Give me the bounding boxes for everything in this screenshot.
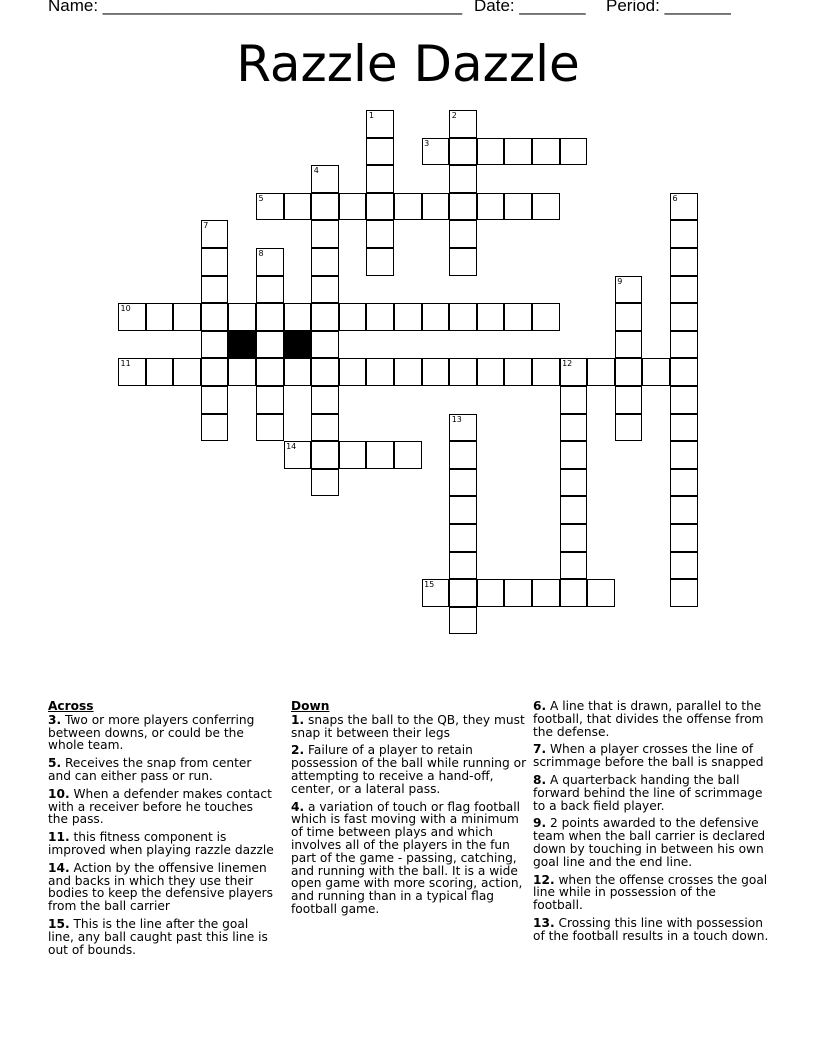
grid-cell[interactable] — [670, 579, 698, 607]
grid-cell[interactable] — [615, 358, 643, 386]
across-heading: Across — [48, 699, 94, 713]
down-heading: Down — [291, 699, 330, 713]
cell-number: 8 — [258, 249, 264, 258]
grid-cell[interactable] — [615, 276, 643, 304]
clues-column-across — [48, 700, 276, 961]
clue-item — [48, 862, 276, 913]
clue-text: Failure of a player to retain possession of the ball while running or attempting to receive a hand-off, center, or a lateral pass. — [291, 743, 527, 796]
grid-cell[interactable] — [311, 358, 339, 386]
clue-number: 9. — [533, 816, 547, 831]
grid-cell[interactable] — [366, 220, 394, 248]
grid-cell[interactable] — [256, 193, 284, 221]
grid-cell[interactable] — [449, 524, 477, 552]
grid-cell[interactable] — [449, 165, 477, 193]
grid-cell[interactable] — [201, 276, 229, 304]
cell-number: 9 — [617, 276, 623, 286]
grid-cell[interactable] — [366, 110, 394, 138]
grid-cell[interactable] — [201, 331, 229, 359]
clue-number: 6. — [533, 699, 547, 713]
grid-cell[interactable] — [394, 358, 422, 386]
cell-number: 12 — [562, 359, 573, 369]
grid-cell[interactable] — [449, 220, 477, 248]
grid-cell[interactable] — [670, 193, 698, 221]
grid-cell[interactable] — [532, 193, 560, 221]
clue-text: snaps the ball to the QB, they must snap it between their legs — [291, 712, 525, 740]
grid-cell[interactable] — [394, 193, 422, 221]
grid-cell[interactable] — [256, 276, 284, 304]
grid-cell[interactable] — [449, 358, 477, 386]
clue-item — [48, 831, 276, 857]
clue-text: this fitness component is improved when playing razzle dazzle — [48, 830, 274, 857]
grid-cell[interactable] — [146, 303, 174, 331]
grid-cell[interactable] — [366, 193, 394, 221]
clue-number: 7. — [533, 742, 547, 757]
grid-cell[interactable] — [670, 248, 698, 276]
grid-cell[interactable] — [256, 303, 284, 331]
grid-cell[interactable] — [449, 607, 477, 635]
grid-cell[interactable] — [422, 579, 450, 607]
grid-cell[interactable] — [560, 138, 588, 166]
grid-cell[interactable] — [173, 358, 201, 386]
date-field-label: Date: _______ — [474, 0, 586, 15]
grid-cell[interactable] — [560, 386, 588, 414]
grid-cell[interactable] — [670, 386, 698, 414]
grid-cell[interactable] — [201, 303, 229, 331]
grid-cell[interactable] — [311, 220, 339, 248]
grid-cell[interactable] — [449, 193, 477, 221]
grid-cell[interactable] — [422, 193, 450, 221]
grid-cell[interactable] — [201, 386, 229, 414]
grid-cell[interactable] — [560, 579, 588, 607]
clue-text: When a player crosses the line of scrimmage before the ball is snapped — [533, 742, 764, 770]
grid-cell[interactable] — [256, 358, 284, 386]
grid-cell[interactable] — [477, 303, 505, 331]
clue-number: 4. — [291, 799, 305, 814]
clue-item — [48, 757, 276, 783]
grid-cell[interactable] — [449, 469, 477, 497]
cell-number: 10 — [120, 304, 131, 314]
grid-cell[interactable] — [311, 276, 339, 304]
grid-cell[interactable] — [449, 248, 477, 276]
grid-cell[interactable] — [449, 579, 477, 607]
grid-cell[interactable] — [670, 331, 698, 359]
clue-text: a variation of touch or flag football which is fast moving with a minimum of time between plays and which involves all of the players in the fun part of the game - passing, catching, and running with the ball. It is a wide open game with more scoring, action, and running than in a typical flag football game. — [291, 799, 523, 916]
grid-cell[interactable] — [284, 441, 312, 469]
clue-number: 13. — [533, 915, 555, 930]
grid-cell[interactable] — [449, 138, 477, 166]
grid-cell[interactable] — [228, 358, 256, 386]
grid-cell[interactable] — [256, 331, 284, 359]
clues-column-down — [291, 700, 527, 921]
grid-cell[interactable] — [284, 358, 312, 386]
clue-number: 8. — [533, 772, 547, 787]
clue-number: 12. — [533, 872, 555, 887]
grid-cell[interactable] — [311, 414, 339, 442]
grid-cell[interactable] — [587, 579, 615, 607]
cell-number: 1 — [368, 111, 374, 120]
grid-cell[interactable] — [422, 303, 450, 331]
grid-cell[interactable] — [587, 358, 615, 386]
grid-cell[interactable] — [504, 138, 532, 166]
grid-cell[interactable] — [560, 441, 588, 469]
grid-cell[interactable] — [670, 469, 698, 497]
grid-cell[interactable] — [504, 303, 532, 331]
grid-cell[interactable] — [560, 414, 588, 442]
down-clue-list-continued — [533, 700, 769, 943]
grid-cell[interactable] — [311, 303, 339, 331]
grid-cell[interactable] — [560, 496, 588, 524]
grid-cell[interactable] — [201, 414, 229, 442]
clues-column-down-continued — [533, 700, 769, 948]
grid-cell[interactable] — [532, 138, 560, 166]
clue-text: Crossing this line with possession of the football results in a touch down. — [533, 915, 769, 943]
grid-cell[interactable] — [339, 193, 367, 221]
grid-cell[interactable] — [477, 579, 505, 607]
grid-cell[interactable] — [339, 441, 367, 469]
grid-cell[interactable] — [449, 110, 477, 138]
grid-cell[interactable] — [477, 138, 505, 166]
grid-cell[interactable] — [670, 358, 698, 386]
grid-block — [228, 331, 256, 359]
grid-cell[interactable] — [173, 303, 201, 331]
clue-number: 3. — [48, 712, 62, 727]
grid-cell[interactable] — [118, 358, 146, 386]
grid-cell[interactable] — [311, 165, 339, 193]
grid-cell[interactable] — [201, 358, 229, 386]
grid-cell[interactable] — [615, 303, 643, 331]
grid-cell[interactable] — [504, 193, 532, 221]
clue-text: When a defender makes contact with a receiver before he touches the pass. — [48, 786, 272, 827]
grid-cell[interactable] — [311, 331, 339, 359]
grid-cell[interactable] — [449, 552, 477, 580]
cell-number: 4 — [313, 166, 319, 176]
cell-number: 6 — [672, 193, 678, 203]
cell-number: 11 — [120, 359, 131, 369]
grid-cell[interactable] — [532, 358, 560, 386]
grid-block — [284, 331, 312, 359]
grid-cell[interactable] — [339, 358, 367, 386]
clue-text: when the offense crosses the goal line while in possession of the football. — [533, 872, 768, 913]
clue-item — [291, 714, 527, 740]
cell-number: 3 — [424, 138, 430, 148]
grid-cell[interactable] — [449, 441, 477, 469]
clue-item — [533, 817, 769, 868]
grid-cell[interactable] — [670, 414, 698, 442]
clue-item — [533, 774, 769, 812]
grid-cell[interactable] — [311, 441, 339, 469]
grid-cell[interactable] — [256, 248, 284, 276]
down-clue-list — [291, 714, 527, 916]
grid-cell[interactable] — [615, 414, 643, 442]
grid-cell[interactable] — [642, 358, 670, 386]
page-title: Razzle Dazzle — [236, 35, 580, 93]
grid-cell[interactable] — [532, 579, 560, 607]
clue-item — [48, 714, 276, 752]
clue-text: A line that is drawn, parallel to the football, that divides the offense from the defense. — [533, 699, 764, 739]
grid-cell[interactable] — [366, 248, 394, 276]
grid-cell[interactable] — [366, 358, 394, 386]
clue-number: 5. — [48, 756, 62, 771]
grid-cell[interactable] — [449, 303, 477, 331]
name-field-label: Name: ______________________________________ — [48, 0, 463, 15]
clue-item — [533, 874, 769, 912]
grid-cell[interactable] — [366, 138, 394, 166]
cell-number: 14 — [286, 442, 297, 452]
grid-cell[interactable] — [311, 469, 339, 497]
grid-cell[interactable] — [118, 303, 146, 331]
grid-cell[interactable] — [670, 441, 698, 469]
clue-item — [533, 743, 769, 769]
clue-text: Receives the snap from center and can either pass or run. — [48, 756, 252, 783]
grid-cell[interactable] — [670, 496, 698, 524]
grid-cell[interactable] — [670, 303, 698, 331]
grid-cell[interactable] — [670, 276, 698, 304]
grid-cell[interactable] — [366, 303, 394, 331]
grid-cell[interactable] — [366, 441, 394, 469]
clue-text: 2 points awarded to the defensive team when the ball carrier is declared down by touching in between his own goal line and the end line. — [533, 816, 766, 869]
grid-cell[interactable] — [560, 524, 588, 552]
grid-cell[interactable] — [146, 358, 174, 386]
clue-number: 1. — [291, 712, 305, 727]
grid-cell[interactable] — [311, 248, 339, 276]
grid-cell[interactable] — [201, 248, 229, 276]
grid-cell[interactable] — [504, 579, 532, 607]
grid-cell[interactable] — [560, 552, 588, 580]
grid-cell[interactable] — [670, 524, 698, 552]
clue-number: 2. — [291, 743, 305, 758]
grid-cell[interactable] — [339, 303, 367, 331]
grid-cell[interactable] — [477, 193, 505, 221]
clue-number: 10. — [48, 786, 70, 801]
grid-cell[interactable] — [284, 193, 312, 221]
cell-number: 2 — [451, 111, 457, 120]
grid-cell[interactable] — [560, 469, 588, 497]
clue-number: 14. — [48, 860, 70, 875]
grid-cell[interactable] — [449, 414, 477, 442]
clue-item — [533, 700, 769, 738]
cell-number: 7 — [203, 221, 209, 231]
grid-cell[interactable] — [504, 358, 532, 386]
grid-cell[interactable] — [560, 358, 588, 386]
grid-cell[interactable] — [366, 165, 394, 193]
grid-cell[interactable] — [670, 220, 698, 248]
clue-item — [533, 917, 769, 943]
cell-number: 5 — [258, 193, 264, 203]
cell-number: 15 — [424, 580, 435, 590]
cell-number: 13 — [451, 414, 462, 424]
across-clue-list — [48, 714, 276, 957]
grid-cell[interactable] — [449, 496, 477, 524]
clue-number: 11. — [48, 830, 70, 845]
grid-cell[interactable] — [422, 138, 450, 166]
period-field-label: Period: _______ — [606, 0, 731, 15]
grid-cell[interactable] — [615, 331, 643, 359]
clue-item — [291, 801, 527, 916]
clue-number: 15. — [48, 916, 70, 931]
clue-item — [48, 918, 276, 956]
grid-cell[interactable] — [201, 220, 229, 248]
grid-cell[interactable] — [284, 303, 312, 331]
clue-item — [48, 788, 276, 826]
grid-cell[interactable] — [256, 414, 284, 442]
clue-text: Two or more players conferring between downs, or could be the whole team. — [48, 712, 255, 753]
grid-cell[interactable] — [394, 441, 422, 469]
grid-cell[interactable] — [311, 386, 339, 414]
grid-cell[interactable] — [394, 303, 422, 331]
grid-cell[interactable] — [422, 358, 450, 386]
grid-cell[interactable] — [311, 193, 339, 221]
clue-text: Action by the offensive linemen and backs in which they use their bodies to keep the defensive players from the ball carrier — [48, 860, 273, 914]
grid-cell[interactable] — [615, 386, 643, 414]
grid-cell[interactable] — [228, 303, 256, 331]
clue-text: A quarterback handing the ball forward behind the line of scrimmage to a back field player. — [533, 772, 763, 813]
clue-text: This is the line after the goal line, any ball caught past this line is out of bounds. — [48, 916, 268, 957]
clue-item — [291, 744, 527, 795]
grid-cell[interactable] — [670, 552, 698, 580]
grid-cell[interactable] — [256, 386, 284, 414]
grid-cell[interactable] — [532, 303, 560, 331]
grid-cell[interactable] — [477, 358, 505, 386]
